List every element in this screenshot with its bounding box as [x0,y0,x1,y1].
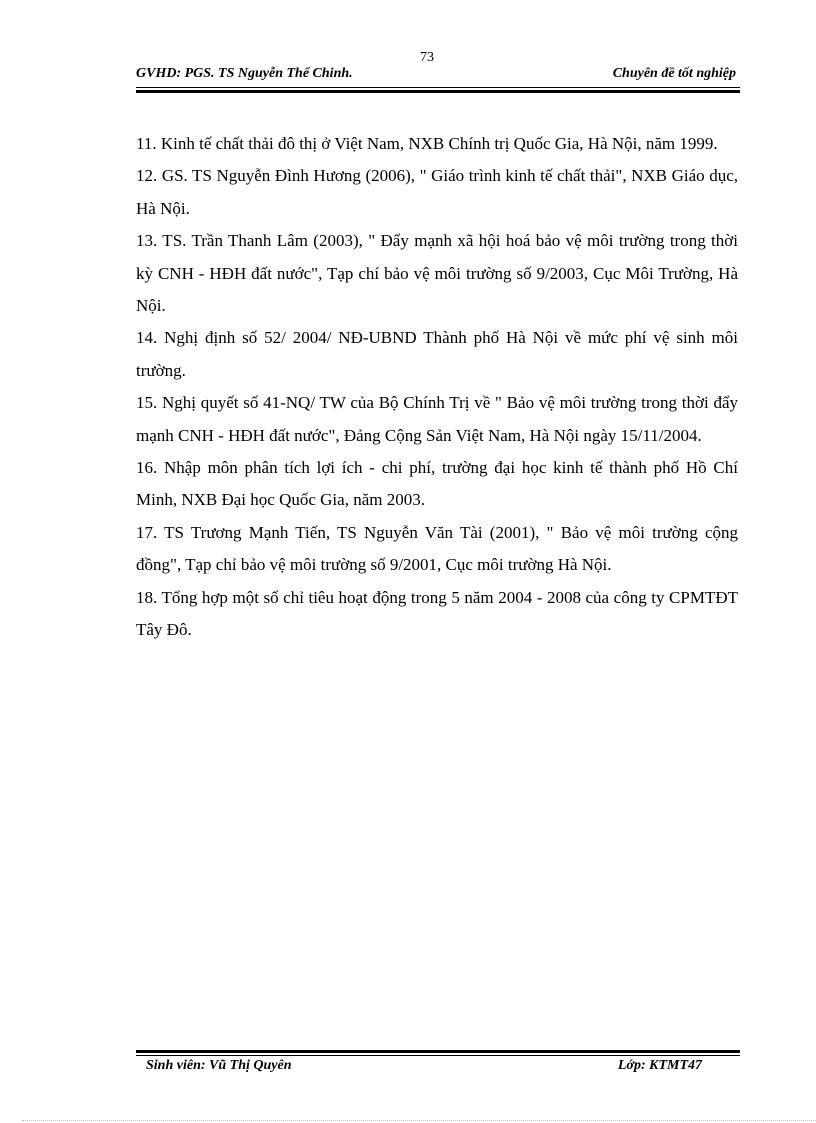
reference-item: 16. Nhập môn phân tích lợi ích - chi phí, trường đại học kinh tế thành phố Hồ Chí Minh, NXB Đại học Quốc Gia, năm 2003. [136,458,738,510]
page-edge-divider [22,1120,816,1121]
reference-item: 12. GS. TS Nguyễn Đình Hương (2006), " Giáo trình kinh tế chất thải", NXB Giáo dục, Hà Nội. [136,166,738,218]
reference-item: 18. Tổng hợp một số chỉ tiêu hoạt động trong 5 năm 2004 - 2008 của công ty CPMTĐT Tây Đô. [136,587,738,640]
header-advisor: GVHD: PGS. TS Nguyễn Thế Chinh. [136,66,353,81]
header-rule-thin [136,87,740,88]
footer-rule-thin [136,1055,740,1056]
page-footer [146,1058,706,1078]
footer-rule-thick [136,1050,740,1053]
header-rule-thick [136,90,740,93]
header-title: Chuyên đề tốt nghiệp [612,66,736,81]
footer-student: Sinh viên: Vũ Thị Quyên [146,1058,292,1073]
footer-class: Lớp: KTMT47 [617,1058,702,1073]
reference-list [136,128,738,647]
reference-item: 13. TS. Trần Thanh Lâm (2003), " Đẩy mạnh xã hội hoá bảo vệ môi trường trong thời kỳ CNH - HĐH đất nước", Tạp chí bảo vệ môi trường số 9/2003, Cục Môi Trường, Hà Nội. [136,231,738,316]
page-header [136,66,740,86]
reference-item: 11. Kinh tế chất thải đô thị ở Việt Nam, NXB Chính trị Quốc Gia, Hà Nội, năm 1999. [136,134,718,153]
reference-item: 14. Nghị định số 52/ 2004/ NĐ-UBND Thành phố Hà Nội về mức phí vệ sinh môi trường. [136,328,738,380]
reference-item: 15. Nghị quyết số 41-NQ/ TW của Bộ Chính Trị về " Bảo vệ môi trường trong thời đẩy mạnh CNH - HĐH đất nước", Đảng Cộng Sản Việt Nam, Hà Nội ngày 15/11/2004. [136,393,738,445]
reference-item: 17. TS Trương Mạnh Tiến, TS Nguyễn Văn Tài (2001), " Bảo vệ môi trường cộng đồng", Tạp chỉ bảo vệ môi trường số 9/2001, Cục môi trường Hà Nội. [136,522,738,575]
page-number: 73 [420,50,434,65]
